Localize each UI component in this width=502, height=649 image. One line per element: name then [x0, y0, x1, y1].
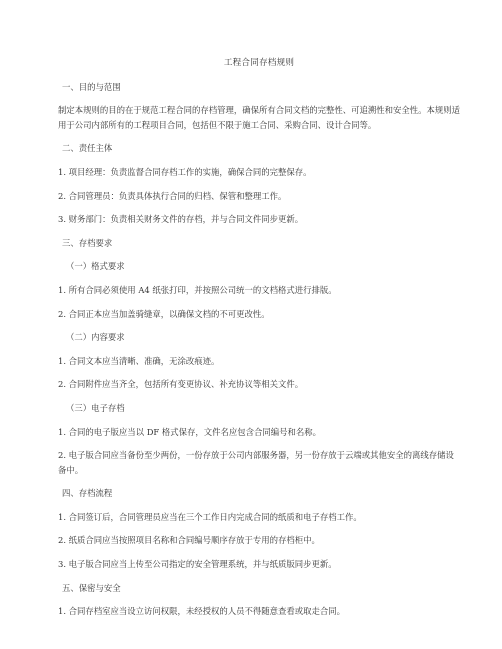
list-item: 1. 合同存档室应当设立访问权限，未经授权的人员不得随意查看或取走合同。: [58, 606, 346, 617]
section-heading-security: 五、保密与安全: [62, 582, 121, 593]
subsection-heading-format: （一）格式要求: [66, 261, 125, 272]
list-item: 2. 合同附件应当齐全，包括所有变更协议、补充协议等相关文件。: [58, 379, 304, 390]
list-item: 2. 电子版合同应当备份至少两份，一份存放于公司内部服务器，另一份存放于云端或其他安全的离线存储设备中。: [58, 450, 454, 475]
section-heading-requirements: 三、存档要求: [62, 237, 113, 248]
list-item: 2. 合同正本应当加盖骑缝章，以确保文档的不可更改性。: [58, 308, 270, 319]
section-heading-responsibility: 二、责任主体: [62, 143, 113, 154]
list-item: 3. 财务部门：负责相关财务文件的存档，并与合同文件同步更新。: [58, 214, 304, 225]
subsection-heading-content: （二）内容要求: [66, 332, 125, 343]
document-title: 工程合同存档规则: [223, 58, 295, 68]
section-paragraph-purpose: 制定本规则的目的在于规范工程合同的存档管理，确保所有合同文档的完整性、可追溯性和安全性。本规则适用于公司内部所有的工程项目合同，包括但不限于施工合同、采购合同、设计合同等。: [58, 105, 460, 130]
subsection-heading-electronic: （三）电子存档: [66, 402, 125, 413]
list-item: 1. 合同签订后，合同管理员应当在三个工作日内完成合同的纸质和电子存档工作。: [58, 511, 362, 522]
list-item: 2. 合同管理员：负责具体执行合同的归档、保管和整理工作。: [58, 190, 287, 201]
list-item: 3. 电子版合同应当上传至公司指定的安全管理系统，并与纸质版同步更新。: [58, 559, 337, 570]
list-item: 1. 合同文本应当清晰、准确，无涂改痕迹。: [58, 355, 220, 366]
list-item: 1. 合同的电子版应当以 DF 格式保存，文件名应包含合同编号和名称。: [58, 426, 322, 437]
list-item: 1. 所有合同必须使用 A4 纸张打印，并按照公司统一的文档格式进行排版。: [58, 284, 337, 295]
section-heading-process: 四、存档流程: [62, 488, 113, 499]
section-heading-purpose: 一、目的与范围: [62, 81, 121, 92]
list-item: 2. 纸质合同应当按照项目名称和合同编号顺序存放于专用的存档柜中。: [58, 535, 320, 546]
list-item: 1. 项目经理：负责监督合同存档工作的实施，确保合同的完整保存。: [58, 166, 312, 177]
